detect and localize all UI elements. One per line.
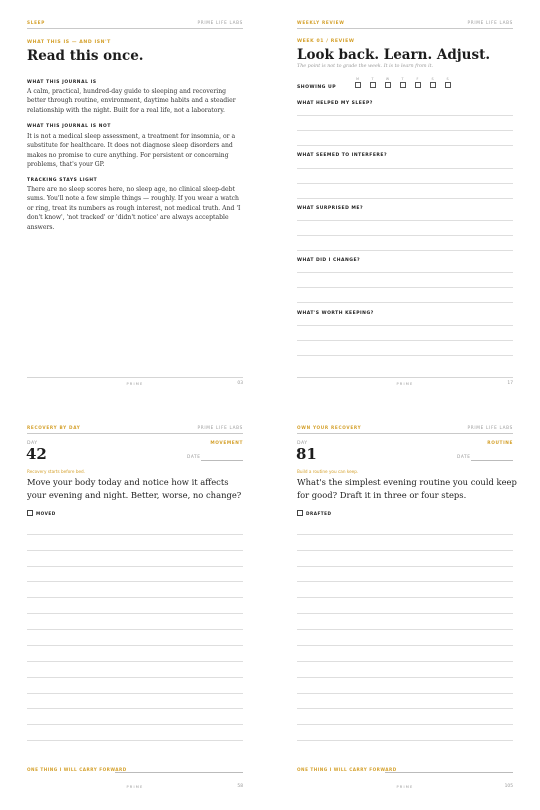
- review-question: WHAT SEEMED TO INTERFERE?: [297, 153, 388, 158]
- page-day-81: [270, 405, 540, 810]
- day-letter: T: [401, 77, 404, 81]
- writing-line[interactable]: [27, 740, 243, 741]
- writing-line[interactable]: [27, 534, 243, 535]
- checkbox[interactable]: [370, 82, 376, 88]
- day-letter: F: [416, 77, 419, 81]
- section-label: WEEKLY REVIEW: [297, 20, 345, 25]
- writing-line[interactable]: [297, 677, 513, 678]
- writing-line[interactable]: [297, 115, 513, 116]
- page-day-42: [0, 405, 270, 810]
- writing-line[interactable]: [297, 566, 513, 567]
- day-letter: W: [385, 77, 390, 81]
- section-label: RECOVERY BY DAY: [27, 425, 81, 430]
- theme-tag: ROUTINE: [487, 441, 513, 446]
- prompt-kicker: Build a routine you can keep.: [297, 469, 359, 474]
- page-header: [297, 20, 513, 29]
- page-footer: [297, 377, 513, 386]
- block-heading: WHAT THIS JOURNAL IS: [27, 80, 97, 85]
- writing-line[interactable]: [27, 566, 243, 567]
- brand-label: PRIME LIFE LABS: [467, 425, 513, 430]
- section-label: SLEEP: [27, 20, 45, 25]
- writing-line[interactable]: [297, 740, 513, 741]
- kicker: WHAT THIS IS — AND ISN'T: [27, 40, 111, 45]
- page-subtitle: The point is not to grade the week. It is to learn from it.: [297, 64, 434, 69]
- day-label: DAY: [297, 441, 308, 446]
- day-number: 42: [26, 445, 47, 463]
- prompt-kicker: Recovery starts before bed.: [27, 469, 86, 474]
- review-question: WHAT'S WORTH KEEPING?: [297, 311, 374, 316]
- checkbox-label: MOVED: [36, 511, 56, 516]
- day-letter: M: [356, 77, 359, 81]
- day-checkbox-mon[interactable]: [354, 77, 361, 88]
- writing-line[interactable]: [297, 645, 513, 646]
- writing-line[interactable]: [297, 661, 513, 662]
- writing-line[interactable]: [297, 287, 513, 288]
- writing-line[interactable]: [27, 613, 243, 614]
- brand-label: PRIME LIFE LABS: [197, 20, 243, 25]
- checkbox-label: DRAFTED: [306, 511, 332, 516]
- writing-line[interactable]: [297, 272, 513, 273]
- page-title: Look back. Learn. Adjust.: [297, 47, 491, 63]
- writing-line[interactable]: [297, 325, 513, 326]
- writing-line[interactable]: [27, 708, 243, 709]
- day-checkbox-wed[interactable]: [384, 77, 391, 88]
- writing-line[interactable]: [297, 581, 513, 582]
- block-heading: TRACKING STAYS LIGHT: [27, 178, 98, 183]
- writing-line[interactable]: [27, 581, 243, 582]
- page-what-this-is: [0, 0, 270, 405]
- writing-line[interactable]: [27, 550, 243, 551]
- page-number: 105: [504, 784, 513, 789]
- block-text: A calm, practical, hundred-day guide to sleeping and recovering better through routine, environment, daytime habits and a steadier relationship with the night. Built for a real life, not a laboratory.: [27, 88, 236, 114]
- writing-line[interactable]: [297, 534, 513, 535]
- block-heading: WHAT THIS JOURNAL IS NOT: [27, 124, 111, 129]
- date-field[interactable]: [471, 460, 513, 461]
- writing-line[interactable]: [297, 198, 513, 199]
- theme-tag: MOVEMENT: [210, 441, 243, 446]
- section-label: OWN YOUR RECOVERY: [297, 425, 362, 430]
- writing-line[interactable]: [297, 629, 513, 630]
- writing-line[interactable]: [297, 355, 513, 356]
- writing-line[interactable]: [297, 693, 513, 694]
- carry-forward-label: ONE THING I WILL CARRY FORWARD: [297, 767, 397, 772]
- page-number: 58: [237, 784, 243, 789]
- day-checkbox-sun[interactable]: [444, 77, 451, 88]
- day-number: 81: [296, 445, 317, 463]
- date-field[interactable]: [201, 460, 243, 461]
- day-checkbox-thu[interactable]: [399, 77, 406, 88]
- page-title: Read this once.: [27, 48, 144, 64]
- brand-label: PRIME LIFE LABS: [467, 20, 513, 25]
- checkbox[interactable]: [445, 82, 451, 88]
- carry-forward-field[interactable]: [115, 772, 243, 773]
- checkbox[interactable]: [297, 510, 303, 516]
- checkbox[interactable]: [355, 82, 361, 88]
- writing-line[interactable]: [297, 130, 513, 131]
- review-question: WHAT HELPED MY SLEEP?: [297, 101, 373, 106]
- writing-line[interactable]: [27, 629, 243, 630]
- writing-line[interactable]: [27, 597, 243, 598]
- footer-brand: PRIME: [126, 382, 144, 386]
- writing-line[interactable]: [297, 613, 513, 614]
- checkbox[interactable]: [415, 82, 421, 88]
- writing-line[interactable]: [297, 250, 513, 251]
- carry-forward-field[interactable]: [385, 772, 513, 773]
- writing-line[interactable]: [297, 724, 513, 725]
- checkbox[interactable]: [400, 82, 406, 88]
- review-question: WHAT SURPRISED ME?: [297, 206, 364, 211]
- writing-line[interactable]: [297, 708, 513, 709]
- showing-up-label: SHOWING UP: [297, 85, 337, 90]
- page-header: [27, 425, 243, 434]
- page-number: 03: [237, 381, 243, 386]
- writing-line[interactable]: [27, 693, 243, 694]
- block-text: There are no sleep scores here, no sleep age, no clinical sleep-debt sums. You'll note a few simple things — roughly. If you wear a watch or ring, treat its numbers as rough interest, not medical truth. And 'I don't know', 'not tracked' or 'didn't notice' are always acceptable answers.: [27, 186, 241, 231]
- day-checkbox-tue[interactable]: [369, 77, 376, 88]
- kicker: WEEK 01 / REVIEW: [297, 39, 355, 44]
- writing-line[interactable]: [27, 677, 243, 678]
- checkbox[interactable]: [385, 82, 391, 88]
- page-weekly-review: [270, 0, 540, 405]
- day-letter: T: [371, 77, 374, 81]
- checkbox[interactable]: [430, 82, 436, 88]
- day-letter: S: [446, 77, 449, 81]
- writing-line[interactable]: [27, 724, 243, 725]
- writing-line[interactable]: [27, 661, 243, 662]
- page-number: 17: [507, 381, 513, 386]
- brand-label: PRIME LIFE LABS: [197, 425, 243, 430]
- checkbox[interactable]: [27, 510, 33, 516]
- page-header: [27, 20, 243, 29]
- writing-line[interactable]: [27, 645, 243, 646]
- writing-line[interactable]: [297, 145, 513, 146]
- review-question: WHAT DID I CHANGE?: [297, 258, 361, 263]
- carry-forward-label: ONE THING I WILL CARRY FORWARD: [27, 767, 127, 772]
- date-label: DATE: [187, 455, 201, 460]
- day-checkbox-fri[interactable]: [414, 77, 421, 88]
- day-label: DAY: [27, 441, 38, 446]
- day-checkbox-sat[interactable]: [429, 77, 436, 88]
- journal-prompt: Move your body today and notice how it affects your evening and night. Better, worse, no change?: [27, 477, 242, 500]
- writing-line[interactable]: [297, 340, 513, 341]
- day-letter: S: [431, 77, 434, 81]
- page-header: [297, 425, 513, 434]
- writing-line[interactable]: [297, 235, 513, 236]
- footer-brand: PRIME: [396, 382, 414, 386]
- writing-line[interactable]: [297, 168, 513, 169]
- page-footer: [27, 377, 243, 386]
- writing-line[interactable]: [297, 597, 513, 598]
- writing-line[interactable]: [297, 550, 513, 551]
- block-text: It is not a medical sleep assessment, a treatment for insomnia, or a substitute for healthcare. It does not diagnose sleep disorders and makes no promise to cure anything. For persistent or concerning problems, that's your GP.: [27, 133, 236, 169]
- writing-line[interactable]: [297, 183, 513, 184]
- footer-brand: PRIME: [396, 785, 414, 789]
- footer-brand: PRIME: [126, 785, 144, 789]
- journal-prompt: What's the simplest evening routine you could keep for good? Draft it in three or four steps.: [297, 477, 517, 500]
- writing-line[interactable]: [297, 220, 513, 221]
- date-label: DATE: [457, 455, 471, 460]
- writing-line[interactable]: [297, 302, 513, 303]
